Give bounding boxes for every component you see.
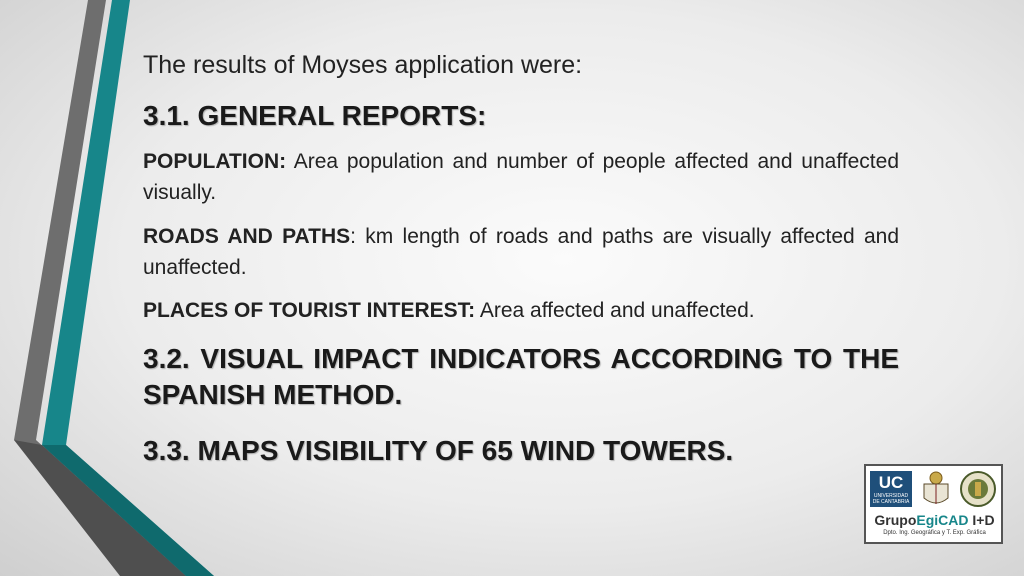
item-tourist-places xyxy=(143,295,899,326)
group-text-b: EgiCAD xyxy=(916,512,969,528)
uc-sub-line2: DE CANTABRIA xyxy=(872,499,910,505)
seal-icon xyxy=(958,470,998,508)
egicad-logo xyxy=(864,464,1003,544)
item-population xyxy=(143,146,899,208)
group-name xyxy=(868,512,1001,528)
item-label: PLACES OF TOURIST INTEREST: xyxy=(143,299,476,322)
department-text: Dpto. Ing. Geográfica y T. Exp. Gráfica xyxy=(883,530,986,536)
intro-text: The results of Moyses application were: xyxy=(143,51,583,79)
item-label: ROADS AND PATHS xyxy=(143,225,351,248)
group-text-c: I+D xyxy=(968,512,995,528)
heading-visual-impact: 3.2. VISUAL IMPACT INDICATORS ACCORDING TO THE SPANISH METHOD. xyxy=(143,343,899,410)
heading-maps-visibility: 3.3. MAPS VISIBILITY OF 65 WIND TOWERS. xyxy=(143,435,734,466)
uc-letters: UC xyxy=(878,473,904,492)
item-text: Area affected and unaffected. xyxy=(475,299,755,322)
uc-logo xyxy=(870,471,912,507)
item-label: POPULATION: xyxy=(143,150,287,173)
crest-icon xyxy=(916,470,956,508)
uc-sub-line1: UNIVERSIDAD xyxy=(873,493,909,499)
item-text: Area population and number of people affected and unaffected visually. xyxy=(143,150,899,204)
group-text-a: Grupo xyxy=(874,512,917,528)
item-text: : km length of roads and paths are visually affected and unaffected. xyxy=(143,225,900,279)
item-roads-paths xyxy=(143,221,899,283)
heading-general-reports: 3.1. GENERAL REPORTS: xyxy=(143,100,487,131)
